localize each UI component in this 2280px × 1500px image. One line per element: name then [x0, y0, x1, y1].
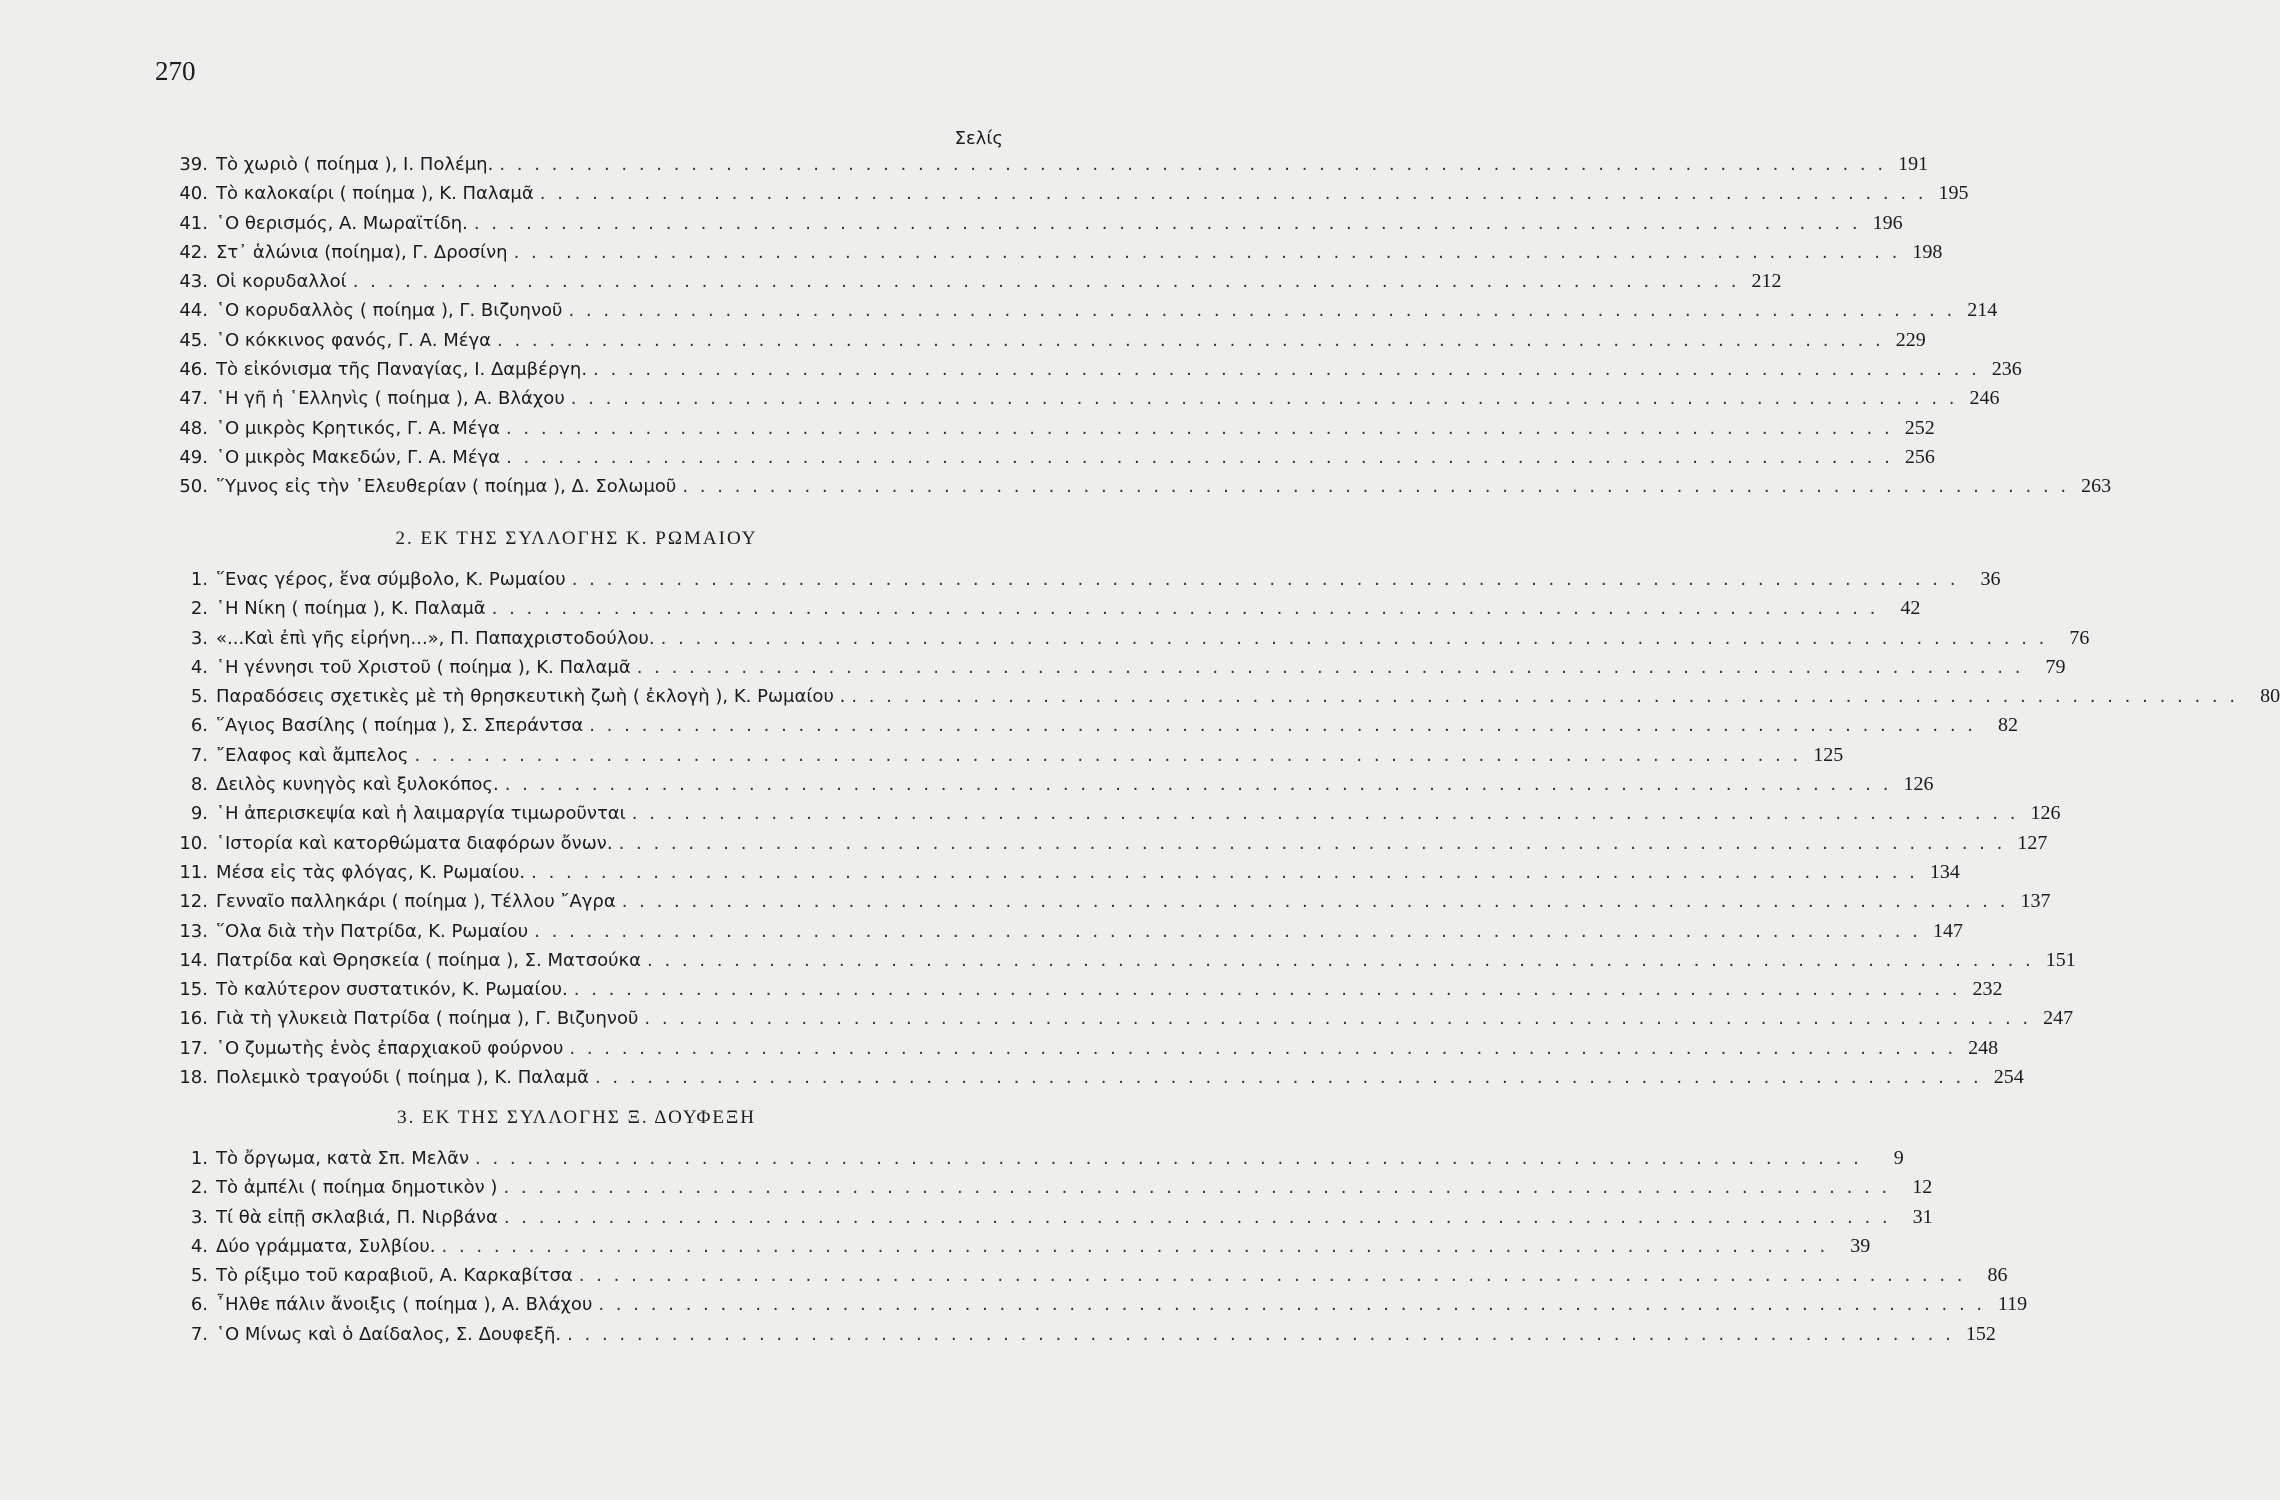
entry-title: «...Καὶ ἐπὶ γῆς εἰρήνη...», Π. Παπαχριστοδούλου.	[216, 627, 655, 649]
toc-entry	[150, 1144, 1904, 1173]
dot-leader: . . . . . . . . . . . . . . . . . . . . . . . . . . . . . . . . . . . . . . . . . . . . . . . . . . . . . . . . . . . . . . . . . . . . . . . . . . . . . . . .	[594, 1067, 1982, 1089]
entry-page: 198	[1912, 240, 1943, 263]
entry-title: ῎Ελαφος καὶ ἄμπελος	[216, 744, 409, 766]
entry-page: 134	[1929, 860, 1960, 883]
toc-entry	[150, 624, 2090, 653]
entry-number: 1.	[190, 1148, 208, 1169]
entry-title: Παραδόσεις σχετικὲς μὲ τὴ θρησκευτικὴ ζωὴ ( ἐκλογὴ ), Κ. Ρωμαίου .	[216, 686, 846, 708]
toc-entry	[150, 355, 2022, 384]
dot-leader: . . . . . . . . . . . . . . . . . . . . . . . . . . . . . . . . . . . . . . . . . . . . . . . . . . . . . . . . . . . . . . . . . . . . . . . . . . . . . . . .	[593, 359, 1980, 381]
entry-page: 86	[1987, 1264, 2008, 1287]
toc-entry	[150, 682, 2280, 711]
dot-leader: . . . . . . . . . . . . . . . . . . . . . . . . . . . . . . . . . . . . . . . . . . . . . . . . . . . . . . . . . . . . . . . . . . . . . . . . . . . . . . . .	[578, 1265, 1966, 1287]
entry-page: 247	[2043, 1007, 2074, 1030]
entry-page: 31	[1912, 1205, 1933, 1228]
page-column-label: Σελίς	[954, 128, 1003, 149]
dot-leader: . . . . . . . . . . . . . . . . . . . . . . . . . . . . . . . . . . . . . . . . . . . . . . . . . . . . . . . . . . . . . . . . . . . . . . . . . . . . . . . .	[631, 803, 2019, 825]
entry-title: ῏Ηλθε πάλιν ἄνοιξις ( ποίημα ), Α. Βλάχου	[216, 1294, 593, 1316]
entry-title: ῞Αγιος Βασίλης ( ποίημα ), Σ. Σπεράντσα	[216, 715, 584, 737]
toc-section-2	[150, 565, 2280, 1092]
entry-title: Τὸ ὄργωμα, κατὰ Σπ. Μελᾶν	[216, 1148, 470, 1169]
entry-page: 126	[2030, 802, 2061, 825]
entry-number: 10.	[179, 832, 208, 854]
entry-title: ῾Ο ζυμωτὴς ἑνὸς ἐπαρχιακοῦ φούρνου	[216, 1037, 564, 1059]
entry-number: 43.	[179, 271, 208, 293]
dot-leader: . . . . . . . . . . . . . . . . . . . . . . . . . . . . . . . . . . . . . . . . . . . . . . . . . . . . . . . . . . . . . . . . . . . . . . . . . . . . . . . .	[503, 1177, 1891, 1199]
entry-page: 256	[1904, 445, 1935, 468]
toc-entry	[150, 150, 1929, 179]
dot-leader: . . . . . . . . . . . . . . . . . . . . . . . . . . . . . . . . . . . . . . . . . . . . . . . . . . . . . . . . . . . . . . . . . . . . . . . . . . . . . . . .	[499, 154, 1887, 175]
toc-entry	[150, 917, 1963, 946]
entry-number: 8.	[190, 774, 208, 796]
entry-number: 42.	[179, 241, 208, 263]
entry-number: 3.	[190, 1206, 208, 1228]
entry-title: ῾Ο θερισμός, Α. Μωραϊτίδη.	[216, 212, 468, 234]
toc-entry	[150, 384, 2000, 413]
entry-page: 191	[1898, 153, 1929, 175]
entry-page: 126	[1903, 773, 1934, 796]
dot-leader: . . . . . . . . . . . . . . . . . . . . . . . . . . . . . . . . . . . . . . . . . . . . . . . . . . . . . . . . . . . . . . . . . . . . . . . . . . . . . . . .	[570, 388, 1958, 410]
dot-leader: . . . . . . . . . . . . . . . . . . . . . . . . . . . . . . . . . . . . . . . . . . . . . . . . . . . . . . . . . . . . . . . . . . . . . . . . . . . . . . . .	[660, 627, 2048, 649]
toc-entry	[150, 238, 1943, 267]
entry-number: 46.	[179, 359, 208, 381]
entry-title: ῾Ο κόκκινος φανός, Γ. Α. Μέγα	[216, 329, 491, 351]
dot-leader: . . . . . . . . . . . . . . . . . . . . . . . . . . . . . . . . . . . . . . . . . . . . . . . . . . . . . . . . . . . . . . . . . . . . . . . . . . . . . . . .	[567, 1323, 1954, 1345]
entry-number: 15.	[179, 979, 208, 1001]
entry-page: 76	[2069, 626, 2090, 649]
entry-title: Τὸ ρίξιμο τοῦ καραβιοῦ, Α. Καρκαβίτσα	[216, 1265, 573, 1287]
dot-leader: . . . . . . . . . . . . . . . . . . . . . . . . . . . . . . . . . . . . . . . . . . . . . . . . . . . . . . . . . . . . . . . . . . . . . . . . . . . . . . . .	[851, 686, 2239, 708]
toc-entry	[150, 1063, 2024, 1092]
entry-title: ῞Ενας γέρος, ἕνα σύμβολο, Κ. Ρωμαίου	[216, 569, 566, 590]
entry-page: 147	[1932, 919, 1963, 942]
entry-number: 6.	[190, 1294, 208, 1316]
dot-leader: . . . . . . . . . . . . . . . . . . . . . . . . . . . . . . . . . . . . . . . . . . . . . . . . . . . . . . . . . . . . . . . . . . . . . . . . . . . . . . . .	[618, 832, 2006, 854]
dot-leader: . . . . . . . . . . . . . . . . . . . . . . . . . . . . . . . . . . . . . . . . . . . . . . . . . . . . . . . . . . . . . . . . . . . . . . . . . . . . . . . .	[569, 1037, 1957, 1059]
entry-number: 12.	[179, 891, 208, 913]
entry-title: Δύο γράμματα, Συλβίου.	[216, 1235, 436, 1257]
dot-leader: . . . . . . . . . . . . . . . . . . . . . . . . . . . . . . . . . . . . . . . . . . . . . . . . . . . . . . . . . . . . . . . . . . . . . . . . . . . . . . . .	[352, 271, 1740, 293]
toc-entry	[150, 1173, 1933, 1202]
dot-leader: . . . . . . . . . . . . . . . . . . . . . . . . . . . . . . . . . . . . . . . . . . . . . . . . . . . . . . . . . . . . . . . . . . . . . . . . . . . . . . . .	[503, 1206, 1891, 1228]
entry-page: 232	[1972, 978, 2003, 1001]
entry-title: Μέσα εἰς τὰς φλόγας, Κ. Ρωμαίου.	[216, 861, 526, 883]
entry-title: ῾Η ἀπερισκεψία καὶ ἡ λαιμαργία τιμωροῦνται	[216, 803, 626, 825]
entry-page: 42	[1900, 597, 1921, 620]
dot-leader: . . . . . . . . . . . . . . . . . . . . . . . . . . . . . . . . . . . . . . . . . . . . . . . . . . . . . . . . . . . . . . . . . . . . . . . . . . . . . . . .	[534, 920, 1921, 942]
entry-page: 9	[1893, 1147, 1904, 1169]
dot-leader: . . . . . . . . . . . . . . . . . . . . . . . . . . . . . . . . . . . . . . . . . . . . . . . . . . . . . . . . . . . . . . . . . . . . . . . . . . . . . . . .	[506, 446, 1893, 468]
dot-leader: . . . . . . . . . . . . . . . . . . . . . . . . . . . . . . . . . . . . . . . . . . . . . . . . . . . . . . . . . . . . . . . . . . . . . . . . . . . . . . . .	[621, 891, 2009, 913]
toc-entry	[150, 179, 1969, 208]
toc-entry	[150, 1004, 2074, 1033]
entry-number: 14.	[179, 949, 208, 971]
entry-number: 11.	[179, 861, 208, 883]
entry-page: 254	[1993, 1066, 2024, 1089]
entry-page: 196	[1872, 211, 1903, 234]
entry-title: ῾Ο Μίνως καὶ ὁ Δαίδαλος, Σ. Δουφεξῆ.	[216, 1323, 562, 1345]
toc-entry	[150, 296, 1998, 325]
entry-page: 195	[1938, 182, 1969, 205]
toc-entry	[150, 1203, 1933, 1232]
toc-section-3	[150, 1144, 2028, 1349]
toc-entry	[150, 1290, 2028, 1319]
entry-number: 45.	[179, 329, 208, 351]
entry-title: Γιὰ τὴ γλυκειὰ Πατρίδα ( ποίημα ), Γ. Βιζυηνοῦ	[216, 1008, 639, 1030]
entry-title: Τί θὰ εἰπῇ σκλαβιά, Π. Νιρβάνα	[216, 1206, 498, 1228]
toc-entry	[150, 1261, 2008, 1290]
entry-page: 151	[2045, 948, 2076, 971]
dot-leader: . . . . . . . . . . . . . . . . . . . . . . . . . . . . . . . . . . . . . . . . . . . . . . . . . . . . . . . . . . . . . . . . . . . . . . . . . . . . . . . .	[441, 1235, 1829, 1257]
entry-page: 82	[1997, 714, 2018, 737]
toc-entry	[150, 472, 2112, 501]
dot-leader: . . . . . . . . . . . . . . . . . . . . . . . . . . . . . . . . . . . . . . . . . . . . . . . . . . . . . . . . . . . . . . . . . . . . . . . . . . . . . . . .	[497, 329, 1884, 351]
entry-title: ῞Υμνος εἰς τὴν ᾽Ελευθερίαν ( ποίημα ), Δ. Σολωμοῦ	[216, 476, 677, 498]
entry-page: 39	[1850, 1234, 1871, 1257]
entry-page: 236	[1991, 358, 2022, 381]
toc-entry	[150, 799, 2061, 828]
entry-number: 2.	[190, 598, 208, 620]
toc-section-1	[150, 150, 2112, 502]
entry-page: 80	[2260, 685, 2280, 708]
toc-entry	[150, 594, 1921, 623]
entry-number: 5.	[190, 1265, 208, 1287]
entry-title: Πολεμικὸ τραγούδι ( ποίημα ), Κ. Παλαμᾶ	[216, 1067, 589, 1089]
entry-number: 7.	[190, 744, 208, 766]
entry-page: 79	[2045, 655, 2066, 678]
entry-number: 5.	[190, 686, 208, 708]
toc-entry	[150, 829, 2048, 858]
entry-page: 246	[1969, 387, 2000, 410]
entry-title: ῞Ολα διὰ τὴν Πατρίδα, Κ. Ρωμαίου	[216, 920, 529, 942]
entry-page: 252	[1904, 416, 1935, 439]
entry-number: 13.	[179, 920, 208, 942]
entry-title: Τὸ χωριὸ ( ποίημα ), Ι. Πολέμη.	[216, 154, 494, 175]
section-3-heading: 3. ΕΚ ΤΗΣ ΣΥΛΛΟΓΗΣ Ξ. ΔΟΥΦΕΞΗ	[397, 1107, 756, 1128]
entry-page: 263	[2081, 475, 2112, 498]
dot-leader: . . . . . . . . . . . . . . . . . . . . . . . . . . . . . . . . . . . . . . . . . . . . . . . . . . . . . . . . . . . . . . . . . . . . . . . . . . . . . . . .	[571, 569, 1959, 590]
entry-title: ῾Ιστορία καὶ κατορθώματα διαφόρων ὄνων.	[216, 832, 613, 854]
entry-number: 50.	[179, 476, 208, 498]
entry-title: Στ᾽ ἁλώνια (ποίημα), Γ. Δροσίνη	[216, 241, 508, 263]
toc-entry	[150, 1232, 1871, 1261]
entry-title: Τὸ καλοκαίρι ( ποίημα ), Κ. Παλαμᾶ	[216, 183, 534, 205]
entry-page: 137	[2020, 890, 2051, 913]
dot-leader: . . . . . . . . . . . . . . . . . . . . . . . . . . . . . . . . . . . . . . . . . . . . . . . . . . . . . . . . . . . . . . . . . . . . . . . . . . . . . . . .	[491, 598, 1879, 620]
entry-page: 119	[1997, 1293, 2028, 1316]
dot-leader: . . . . . . . . . . . . . . . . . . . . . . . . . . . . . . . . . . . . . . . . . . . . . . . . . . . . . . . . . . . . . . . . . . . . . . . . . . . . . . . .	[531, 861, 1918, 883]
toc-entry	[150, 443, 1935, 472]
entry-number: 39.	[179, 154, 208, 175]
entry-number: 40.	[179, 183, 208, 205]
toc-entry	[150, 653, 2066, 682]
toc-entry	[150, 326, 1926, 355]
entry-page: 214	[1967, 299, 1998, 322]
toc-entry	[150, 975, 2003, 1004]
entry-title: Οἱ κορυδαλλοί	[216, 271, 347, 293]
toc-entry	[150, 741, 1844, 770]
entry-title: ῾Ο κορυδαλλὸς ( ποίημα ), Γ. Βιζυηνοῦ	[216, 300, 563, 322]
entry-page: 12	[1912, 1176, 1933, 1199]
entry-number: 48.	[179, 417, 208, 439]
entry-page: 229	[1895, 328, 1926, 351]
entry-title: Τὸ καλύτερον συστατικόν, Κ. Ρωμαίου.	[216, 979, 568, 1001]
dot-leader: . . . . . . . . . . . . . . . . . . . . . . . . . . . . . . . . . . . . . . . . . . . . . . . . . . . . . . . . . . . . . . . . . . . . . . . . . . . . . . . .	[644, 1008, 2032, 1030]
entry-number: 9.	[190, 803, 208, 825]
toc-entry	[150, 565, 2001, 594]
entry-number: 18.	[179, 1067, 208, 1089]
toc-entry	[150, 887, 2051, 916]
entry-title: ῾Ο μικρὸς Μακεδών, Γ. Α. Μέγα	[216, 446, 501, 468]
entry-number: 47.	[179, 388, 208, 410]
dot-leader: . . . . . . . . . . . . . . . . . . . . . . . . . . . . . . . . . . . . . . . . . . . . . . . . . . . . . . . . . . . . . . . . . . . . . . . . . . . . . . . .	[539, 183, 1927, 205]
entry-number: 2.	[190, 1177, 208, 1199]
toc-entry	[150, 858, 1960, 887]
toc-entry	[150, 946, 2076, 975]
entry-page: 248	[1968, 1036, 1999, 1059]
dot-leader: . . . . . . . . . . . . . . . . . . . . . . . . . . . . . . . . . . . . . . . . . . . . . . . . . . . . . . . . . . . . . . . . . . . . . . . . . . . . . . . .	[636, 656, 2024, 678]
toc-entry	[150, 267, 1782, 296]
entry-number: 6.	[190, 715, 208, 737]
toc-entry	[150, 209, 1903, 238]
entry-number: 17.	[179, 1037, 208, 1059]
dot-leader: . . . . . . . . . . . . . . . . . . . . . . . . . . . . . . . . . . . . . . . . . . . . . . . . . . . . . . . . . . . . . . . . . . . . . . . . . . . . . . . .	[589, 715, 1976, 737]
entry-number: 7.	[190, 1323, 208, 1345]
entry-number: 4.	[190, 1235, 208, 1257]
dot-leader: . . . . . . . . . . . . . . . . . . . . . . . . . . . . . . . . . . . . . . . . . . . . . . . . . . . . . . . . . . . . . . . . . . . . . . . . . . . . . . . .	[568, 300, 1956, 322]
toc-entry	[150, 711, 2018, 740]
dot-leader: . . . . . . . . . . . . . . . . . . . . . . . . . . . . . . . . . . . . . . . . . . . . . . . . . . . . . . . . . . . . . . . . . . . . . . . . . . . . . . . .	[473, 212, 1861, 234]
dot-leader: . . . . . . . . . . . . . . . . . . . . . . . . . . . . . . . . . . . . . . . . . . . . . . . . . . . . . . . . . . . . . . . . . . . . . . . . . . . . . . . .	[414, 744, 1802, 766]
toc-entry	[150, 770, 1934, 799]
dot-leader: . . . . . . . . . . . . . . . . . . . . . . . . . . . . . . . . . . . . . . . . . . . . . . . . . . . . . . . . . . . . . . . . . . . . . . . . . . . . . . . .	[573, 979, 1961, 1001]
section-2-heading: 2. ΕΚ ΤΗΣ ΣΥΛΛΟΓΗΣ Κ. ΡΩΜΑΙΟΥ	[395, 528, 758, 549]
page-number: 270	[155, 56, 196, 86]
toc-entry	[150, 414, 1935, 443]
entry-number: 44.	[179, 300, 208, 322]
dot-leader: . . . . . . . . . . . . . . . . . . . . . . . . . . . . . . . . . . . . . . . . . . . . . . . . . . . . . . . . . . . . . . . . . . . . . . . . . . . . . . . .	[682, 476, 2070, 498]
dot-leader: . . . . . . . . . . . . . . . . . . . . . . . . . . . . . . . . . . . . . . . . . . . . . . . . . . . . . . . . . . . . . . . . . . . . . . . . . . . . . . . .	[475, 1148, 1862, 1169]
entry-title: ῾Ο μικρὸς Κρητικός, Γ. Α. Μέγα	[216, 417, 500, 439]
entry-title: Γενναῖο παλληκάρι ( ποίημα ), Τέλλου ῎Αγρα	[216, 891, 616, 913]
entry-page: 212	[1751, 270, 1782, 293]
entry-title: ῾Η γῆ ἡ ῾Ελληνὶς ( ποίημα ), Α. Βλάχου	[216, 388, 565, 410]
entry-page: 125	[1813, 743, 1844, 766]
dot-leader: . . . . . . . . . . . . . . . . . . . . . . . . . . . . . . . . . . . . . . . . . . . . . . . . . . . . . . . . . . . . . . . . . . . . . . . . . . . . . . . .	[504, 774, 1892, 796]
entry-number: 41.	[179, 212, 208, 234]
entry-page: 127	[2017, 831, 2048, 854]
dot-leader: . . . . . . . . . . . . . . . . . . . . . . . . . . . . . . . . . . . . . . . . . . . . . . . . . . . . . . . . . . . . . . . . . . . . . . . . . . . . . . . .	[505, 417, 1893, 439]
dot-leader: . . . . . . . . . . . . . . . . . . . . . . . . . . . . . . . . . . . . . . . . . . . . . . . . . . . . . . . . . . . . . . . . . . . . . . . . . . . . . . . .	[598, 1294, 1986, 1316]
entry-title: Πατρίδα καὶ Θρησκεία ( ποίημα ), Σ. Ματσούκα	[216, 949, 642, 971]
entry-title: Δειλὸς κυνηγὸς καὶ ξυλοκόπος.	[216, 774, 499, 796]
dot-leader: . . . . . . . . . . . . . . . . . . . . . . . . . . . . . . . . . . . . . . . . . . . . . . . . . . . . . . . . . . . . . . . . . . . . . . . . . . . . . . . .	[513, 241, 1901, 263]
entry-number: 1.	[190, 569, 208, 590]
entry-title: Τὸ ἀμπέλι ( ποίημα δημοτικὸν )	[216, 1177, 498, 1199]
entry-number: 49.	[179, 446, 208, 468]
entry-page: 152	[1965, 1322, 1996, 1345]
entry-number: 3.	[190, 627, 208, 649]
entry-title: Τὸ εἰκόνισμα τῆς Παναγίας, Ι. Δαμβέργη.	[216, 359, 588, 381]
toc-entry	[150, 1320, 1996, 1349]
entry-number: 4.	[190, 656, 208, 678]
entry-page: 36	[1980, 568, 2001, 590]
entry-title: ῾Η Νίκη ( ποίημα ), Κ. Παλαμᾶ	[216, 598, 486, 620]
entry-number: 16.	[179, 1008, 208, 1030]
entry-title: ῾Η γέννησι τοῦ Χριστοῦ ( ποίημα ), Κ. Παλαμᾶ	[216, 656, 631, 678]
toc-entry	[150, 1034, 1999, 1063]
dot-leader: . . . . . . . . . . . . . . . . . . . . . . . . . . . . . . . . . . . . . . . . . . . . . . . . . . . . . . . . . . . . . . . . . . . . . . . . . . . . . . . .	[647, 949, 2034, 971]
